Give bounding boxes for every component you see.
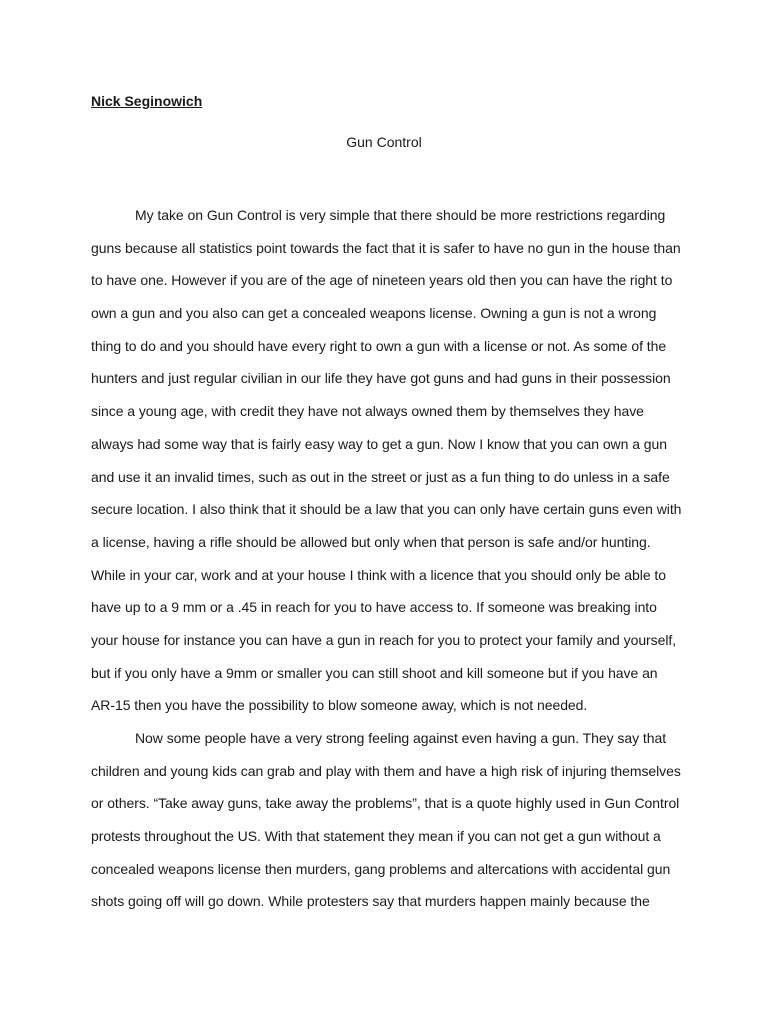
paragraph-line: but if you only have a 9mm or smaller you can still shoot and kill someone but if you have an bbox=[91, 664, 658, 681]
paragraph-line: thing to do and you should have every right to own a gun with a license or not. As some of the bbox=[91, 337, 667, 354]
paragraph-line: have up to a 9 mm or a .45 in reach for you to have access to. If someone was breaking into bbox=[91, 599, 657, 616]
paragraph-line: hunters and just regular civilian in our life they have got guns and had guns in their possession bbox=[91, 370, 671, 387]
document-title: Gun Control bbox=[346, 134, 422, 150]
paragraph-line: shots going off will go down. While protesters say that murders happen mainly because the bbox=[91, 893, 650, 910]
paragraph-line: While in your car, work and at your house I think with a licence that you should only be able to bbox=[91, 566, 666, 583]
paragraph-line: Now some people have a very strong feeling against even having a gun. They say that bbox=[135, 730, 667, 746]
paragraph-line: to have one. However if you are of the age of nineteen years old then you can have the right to bbox=[91, 272, 673, 289]
author-name: Nick Seginowich bbox=[91, 93, 203, 109]
paragraph-line: your house for instance you can have a gun in reach for you to protect your family and yourself, bbox=[91, 631, 677, 648]
paragraph-line: secure location. I also think that it should be a law that you can only have certain guns even with bbox=[91, 501, 682, 518]
paragraph-line: My take on Gun Control is very simple that there should be more restrictions regarding bbox=[135, 207, 666, 223]
paragraph-line: or others. “Take away guns, take away the problems”, that is a quote highly used in Gun Control bbox=[91, 795, 680, 812]
paragraph-line: always had some way that is fairly easy way to get a gun. Now I know that you can own a gun bbox=[91, 435, 667, 452]
paragraph-line: a license, having a rifle should be allowed but only when that person is safe and/or hunting. bbox=[91, 533, 651, 550]
essay-body bbox=[91, 205, 691, 924]
paragraph-line: AR-15 then you have the possibility to blow someone away, which is not needed. bbox=[91, 697, 588, 714]
paragraph-line: own a gun and you also can get a concealed weapons license. Owning a gun is not a wrong bbox=[91, 305, 657, 322]
paragraph-line: concealed weapons license then murders, gang problems and altercations with accidental gun bbox=[91, 860, 671, 877]
paragraph-line: protests throughout the US. With that statement they mean if you can not get a gun without a bbox=[91, 828, 661, 845]
paragraph-line: guns because all statistics point towards the fact that it is safer to have no gun in the house than bbox=[91, 239, 681, 256]
paragraph-line: children and young kids can grab and play with them and have a high risk of injuring themselves bbox=[91, 762, 681, 779]
paragraph-line: and use it an invalid times, such as out in the street or just as a fun thing to do unless in a safe bbox=[91, 468, 670, 485]
paragraph-line: since a young age, with credit they have not always owned them by themselves they have bbox=[91, 403, 644, 420]
